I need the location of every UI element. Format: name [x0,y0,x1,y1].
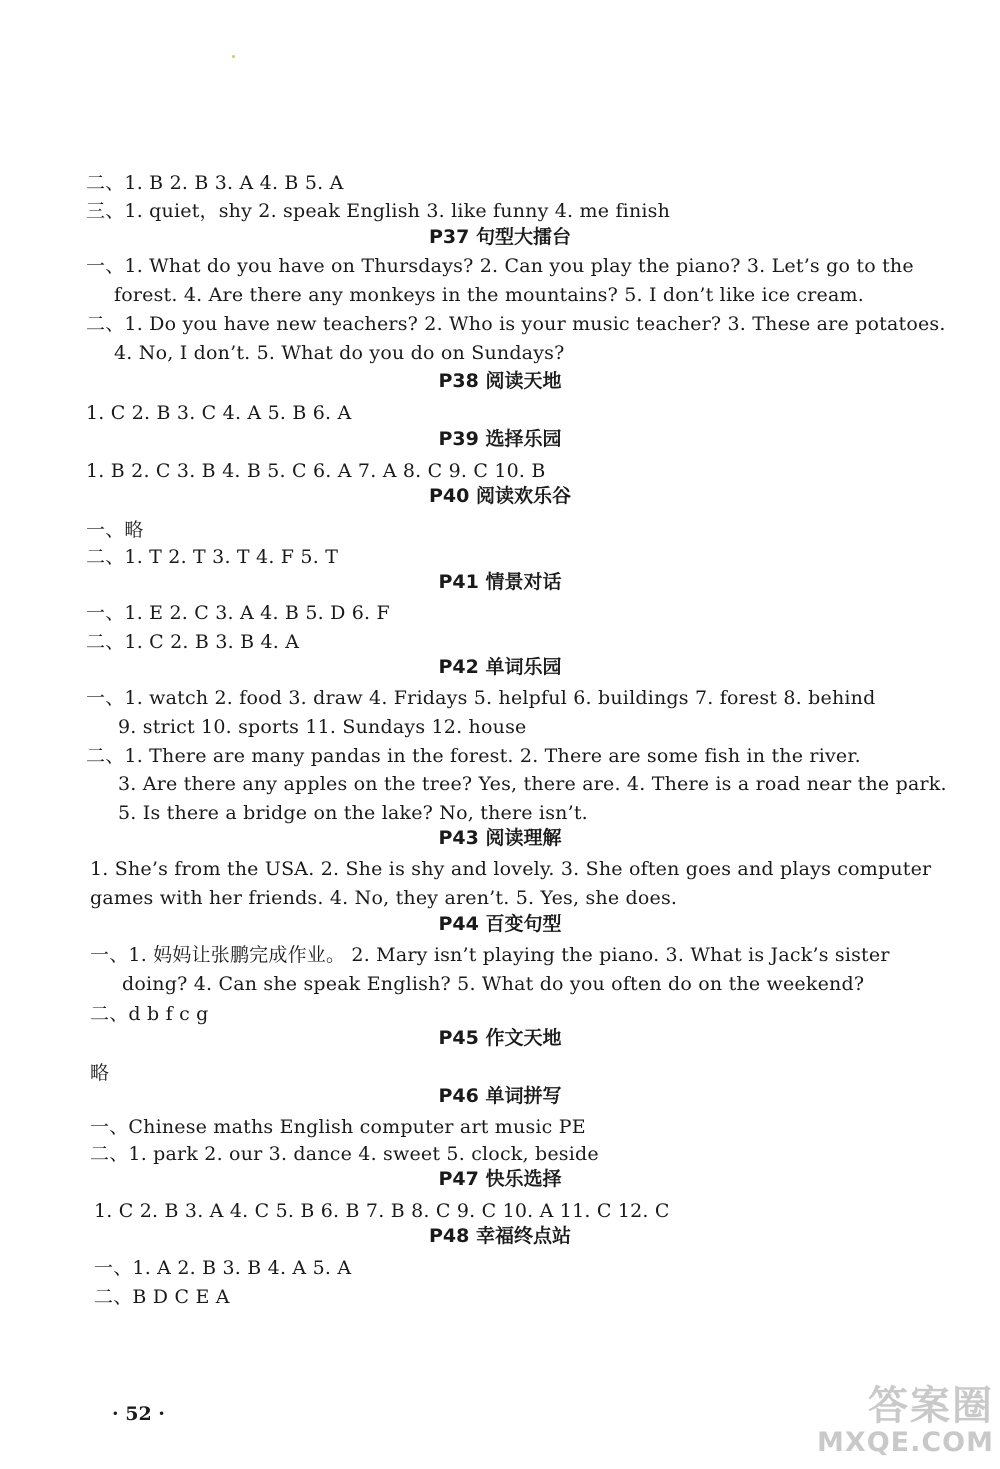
section-heading-p40: P40 阅读欢乐谷 [429,485,571,507]
answer-line: 略 [90,1062,110,1084]
section-heading-p38: P38 阅读天地 [438,370,562,392]
answer-line: 一、略 [86,519,144,541]
answer-line: 二、1. park 2. our 3. dance 4. sweet 5. clock, beside [90,1143,599,1165]
answer-line: forest. 4. Are there any monkeys in the mountains? 5. I don’t like ice cream. [114,284,864,306]
answer-line: 9. strict 10. sports 11. Sundays 12. house [118,716,527,738]
answer-line: 二、B D C E A [94,1286,230,1308]
section-heading-p39: P39 选择乐园 [438,428,562,450]
watermark-text: 答案圈 [868,1383,994,1429]
answer-line: 三、1. quiet，shy 2. speak English 3. like funny 4. me finish [86,200,671,222]
answer-line: 1. She’s from the USA. 2. She is shy and lovely. 3. She often goes and plays computer [90,858,932,880]
answer-line: 二、1. There are many pandas in the forest. 2. There are some fish in the river. [86,745,861,767]
answer-line: 二、1. B 2. B 3. A 4. B 5. A [86,172,344,194]
speck-mark [232,55,235,58]
answer-line: 3. Are there any apples on the tree? Yes, there are. 4. There is a road near the park. [118,773,947,795]
section-heading-p44: P44 百变句型 [438,913,562,935]
answer-line: 1. B 2. C 3. B 4. B 5. C 6. A 7. A 8. C 9. C 10. B [86,460,546,482]
answer-line: 二、d b f c g [90,1003,209,1025]
answer-line: 二、1. T 2. T 3. T 4. F 5. T [86,546,339,568]
answer-line: 一、1. A 2. B 3. B 4. A 5. A [94,1257,352,1279]
answer-line: 1. C 2. B 3. C 4. A 5. B 6. A [86,402,352,424]
answer-line: doing? 4. Can she speak English? 5. What do you often do on the weekend? [122,973,865,995]
watermark-url: MXQE.COM [817,1427,994,1458]
answer-line: 一、1. What do you have on Thursdays? 2. Can you play the piano? 3. Let’s go to the [86,255,914,277]
section-heading-p46: P46 单词拼写 [438,1085,562,1107]
section-heading-p45: P45 作文天地 [438,1027,562,1049]
answer-line: 二、1. Do you have new teachers? 2. Who is your music teacher? 3. These are potatoes. [86,313,946,335]
watermark-logo [817,1384,994,1458]
answer-line: 一、1. watch 2. food 3. draw 4. Fridays 5. helpful 6. buildings 7. forest 8. behind [86,687,876,709]
answer-line: 一、Chinese maths English computer art music PE [90,1116,586,1138]
section-heading-p42: P42 单词乐园 [438,656,562,678]
section-heading-p47: P47 快乐选择 [438,1168,562,1190]
answer-line: 1. C 2. B 3. A 4. C 5. B 6. B 7. B 8. C 9. C 10. A 11. C 12. C [94,1200,670,1222]
answer-line: 4. No, I don’t. 5. What do you do on Sundays? [114,342,565,364]
answer-line: 一、1. 妈妈让张鹏完成作业。 2. Mary isn’t playing the piano. 3. What is Jack’s sister [90,944,890,966]
answer-line: 二、1. C 2. B 3. B 4. A [86,631,300,653]
answer-line: games with her friends. 4. No, they aren’t. 5. Yes, she does. [90,887,678,909]
answer-line: 5. Is there a bridge on the lake? No, there isn’t. [118,802,588,824]
answer-line: 一、1. E 2. C 3. A 4. B 5. D 6. F [86,602,390,624]
section-heading-p43: P43 阅读理解 [438,827,562,849]
section-heading-p41: P41 情景对话 [438,571,562,593]
section-heading-p48: P48 幸福终点站 [429,1225,571,1247]
page-number: · 52 · [112,1403,165,1425]
section-heading-p37: P37 句型大擂台 [429,226,571,248]
